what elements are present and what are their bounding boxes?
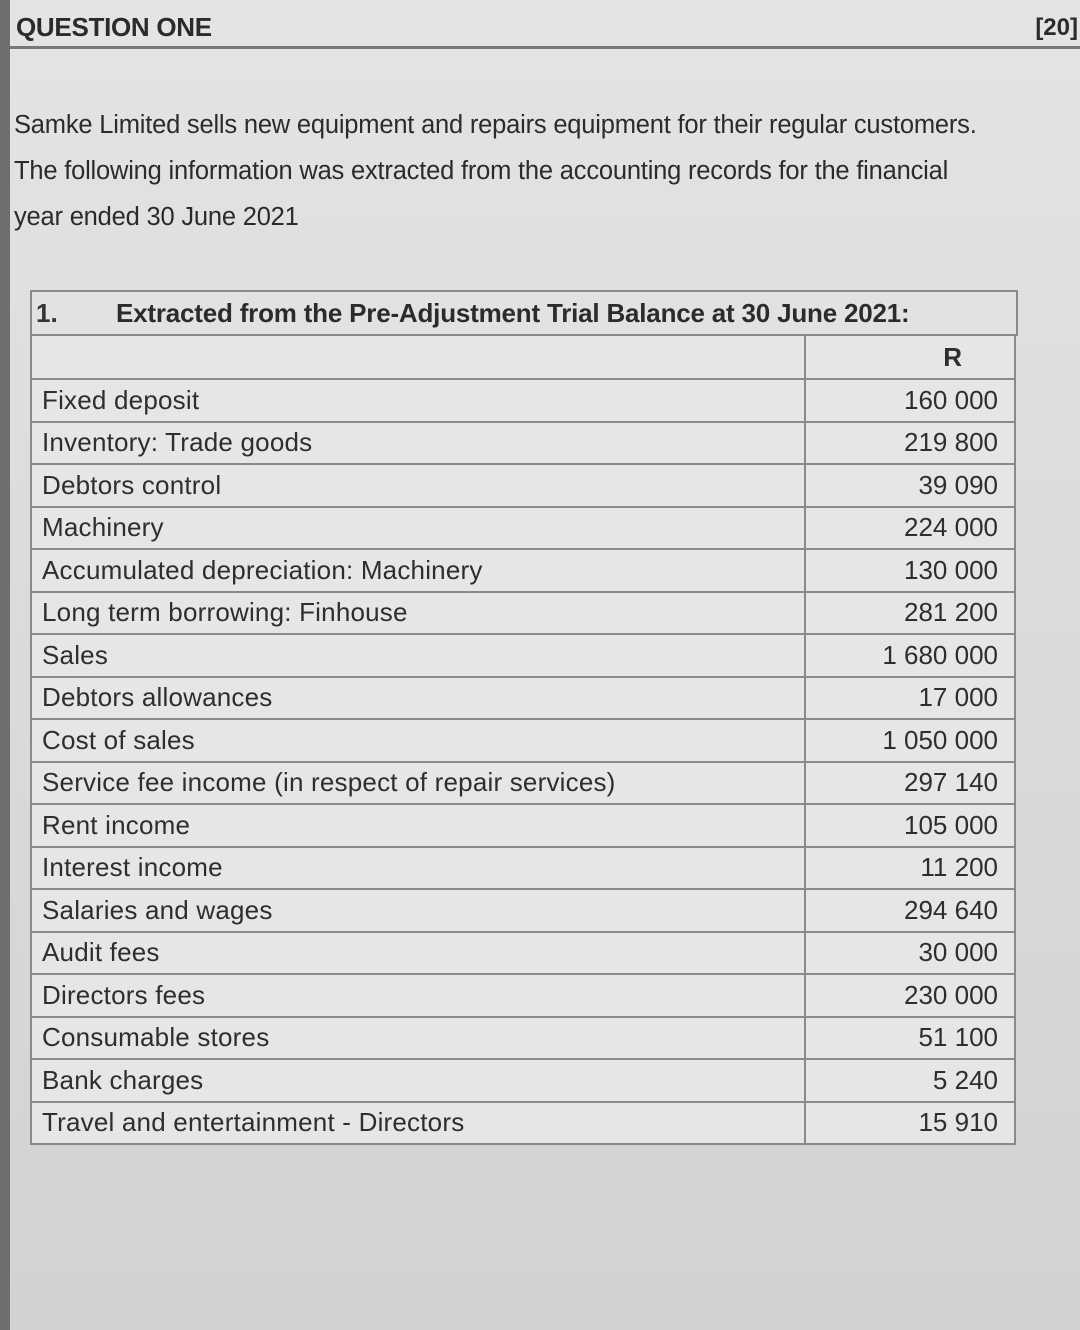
question-title: QUESTION ONE [16, 12, 212, 42]
table-header-row [31, 335, 1015, 379]
table-row [31, 762, 1015, 805]
left-edge-border [0, 0, 10, 1330]
table-row [31, 804, 1015, 847]
row-label: Rent income [31, 804, 805, 847]
row-label: Service fee income (in respect of repair services) [31, 762, 805, 805]
table-row [31, 1017, 1015, 1060]
section-number: 1. [36, 298, 58, 328]
row-label: Salaries and wages [31, 889, 805, 932]
table-row [31, 507, 1015, 550]
table-row [31, 847, 1015, 890]
table-row [31, 634, 1015, 677]
row-label: Inventory: Trade goods [31, 422, 805, 465]
row-amount: 15 910 [805, 1102, 1015, 1145]
intro-line: year ended 30 June 2021 [14, 203, 299, 231]
table-row [31, 974, 1015, 1017]
row-label: Debtors control [31, 464, 805, 507]
row-label: Bank charges [31, 1059, 805, 1102]
intro-paragraph [14, 102, 1078, 240]
row-label: Debtors allowances [31, 677, 805, 720]
section-title: Extracted from the Pre-Adjustment Trial Balance at 30 June 2021: [116, 298, 910, 328]
row-amount: 1 050 000 [805, 719, 1015, 762]
row-amount: 5 240 [805, 1059, 1015, 1102]
row-amount: 297 140 [805, 762, 1015, 805]
row-amount: 39 090 [805, 464, 1015, 507]
row-label: Long term borrowing: Finhouse [31, 592, 805, 635]
row-label: Accumulated depreciation: Machinery [31, 549, 805, 592]
row-amount: 281 200 [805, 592, 1015, 635]
table-row [31, 677, 1015, 720]
row-label: Travel and entertainment - Directors [31, 1102, 805, 1145]
row-amount: 294 640 [805, 889, 1015, 932]
table-row [31, 889, 1015, 932]
section-heading [30, 290, 1018, 336]
row-label: Consumable stores [31, 1017, 805, 1060]
row-amount: 224 000 [805, 507, 1015, 550]
table-row [31, 464, 1015, 507]
row-amount: 160 000 [805, 379, 1015, 422]
row-label: Machinery [31, 507, 805, 550]
table-row [31, 549, 1015, 592]
currency-header: R [805, 335, 1015, 379]
row-label: Cost of sales [31, 719, 805, 762]
trial-balance-table [30, 334, 1016, 1145]
row-amount: 11 200 [805, 847, 1015, 890]
row-amount: 130 000 [805, 549, 1015, 592]
row-amount: 105 000 [805, 804, 1015, 847]
table-row [31, 422, 1015, 465]
row-label: Audit fees [31, 932, 805, 975]
row-label: Interest income [31, 847, 805, 890]
table-row [31, 379, 1015, 422]
table-row [31, 592, 1015, 635]
row-amount: 30 000 [805, 932, 1015, 975]
question-header [14, 10, 1078, 44]
row-amount: 230 000 [805, 974, 1015, 1017]
row-label: Directors fees [31, 974, 805, 1017]
table-row [31, 932, 1015, 975]
row-amount: 17 000 [805, 677, 1015, 720]
row-label: Fixed deposit [31, 379, 805, 422]
question-marks: [20] [1035, 14, 1078, 41]
intro-line: The following information was extracted from the accounting records for the financial [14, 157, 949, 185]
row-amount: 51 100 [805, 1017, 1015, 1060]
row-amount: 219 800 [805, 422, 1015, 465]
header-blank-cell [31, 335, 805, 379]
intro-line: Samke Limited sells new equipment and repairs equipment for their regular customers. [14, 111, 977, 139]
table-row [31, 1059, 1015, 1102]
table-row [31, 719, 1015, 762]
table-row [31, 1102, 1015, 1145]
header-divider [10, 46, 1080, 49]
row-label: Sales [31, 634, 805, 677]
row-amount: 1 680 000 [805, 634, 1015, 677]
